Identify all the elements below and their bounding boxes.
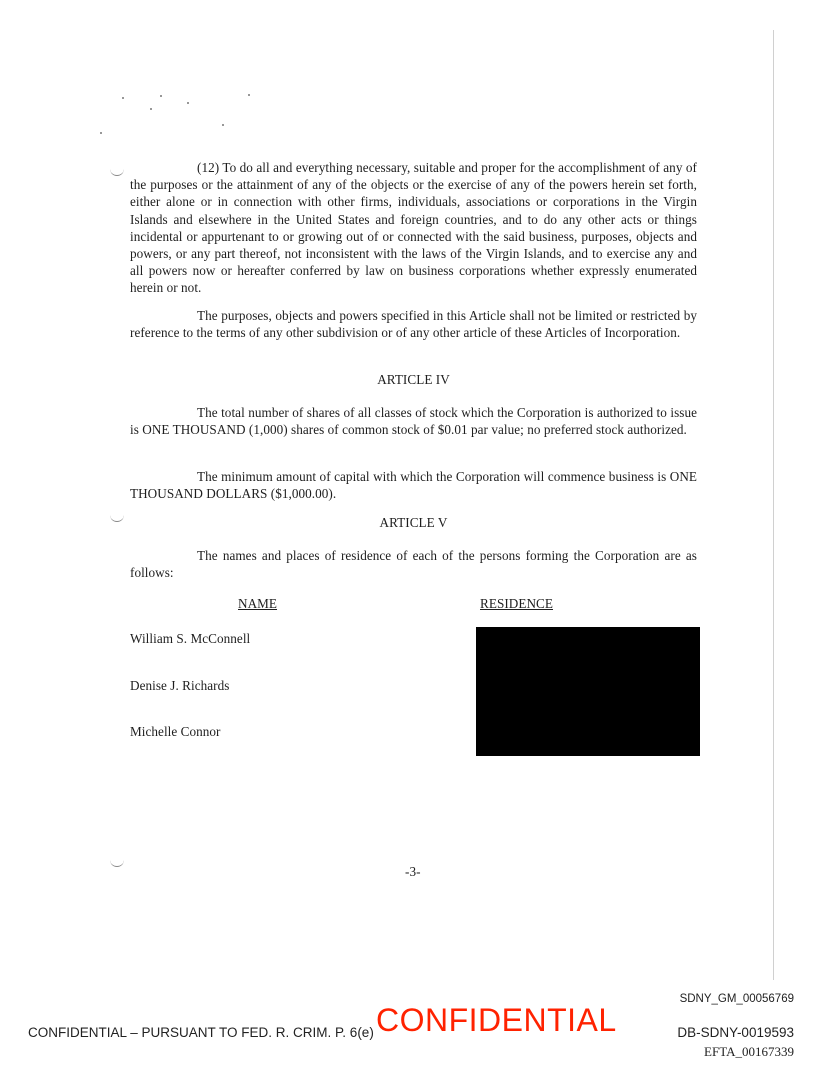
article-iv-heading: ARTICLE IV (377, 372, 450, 387)
residence-redaction-box (476, 627, 700, 756)
page-number: -3- (405, 864, 421, 879)
scan-speck (222, 124, 224, 126)
scan-edge-line (773, 30, 774, 980)
efta-number: EFTA_00167339 (704, 1044, 794, 1059)
scan-speck (122, 97, 124, 99)
incorporator-name: William S. McConnell (130, 631, 251, 646)
incorporator-name: Michelle Connor (130, 724, 221, 739)
confidential-notice: CONFIDENTIAL – PURSUANT TO FED. R. CRIM. P. 6(e) (28, 1025, 374, 1040)
paragraph-capital: The minimum amount of capital with which the Corporation will commence business is ONE THOUSAND DOLLARS ($1,000.00). (130, 469, 697, 502)
binder-hole-mark (110, 515, 124, 522)
bates-sdny-gm: SDNY_GM_00056769 (679, 993, 794, 1005)
bates-db-sdny: DB-SDNY-0019593 (677, 1025, 794, 1040)
confidential-stamp: CONFIDENTIAL (376, 1002, 617, 1038)
paragraph-12: (12) To do all and everything necessary, suitable and proper for the accomplishment of any of the purposes or the attainment of any of the objects or the exercise of any of the powers herein set forth, either alone or in connection with other firms, individuals, associations or corporations in the Virgin Islands and elsewhere in the United States and foreign countries, and to do any other acts or things incidental or appurtenant to or growing out of or connected with the said business, purposes, objects and powers, or any part thereof, not inconsistent with the laws of the Virgin Islands, and to exercise any and all powers now or hereafter conferred by law on business corporations whether expressly enumerated herein or not. (130, 160, 697, 296)
incorporator-name: Denise J. Richards (130, 678, 230, 693)
paragraph-persons-intro: The names and places of residence of each of the persons forming the Corporation are as follows: (130, 548, 697, 581)
name-column-header: NAME (238, 596, 278, 611)
binder-hole-mark (110, 169, 124, 176)
scan-speck (248, 94, 250, 96)
paragraph-shares: The total number of shares of all classes of stock which the Corporation is authorized to issue is ONE THOUSAND (1,000) shares of common stock of $0.01 par value; no preferred stock authorized. (130, 405, 697, 438)
scan-speck (150, 108, 152, 110)
scan-speck (100, 132, 102, 134)
scan-speck (160, 95, 162, 97)
scan-speck (187, 102, 189, 104)
paragraph-limitation: The purposes, objects and powers specified in this Article shall not be limited or restricted by reference to the terms of any other subdivision or of any other article of these Articles of Incorporation. (130, 308, 697, 341)
binder-hole-mark (110, 860, 124, 867)
article-v-heading: ARTICLE V (379, 515, 448, 530)
residence-column-header: RESIDENCE (480, 596, 553, 611)
